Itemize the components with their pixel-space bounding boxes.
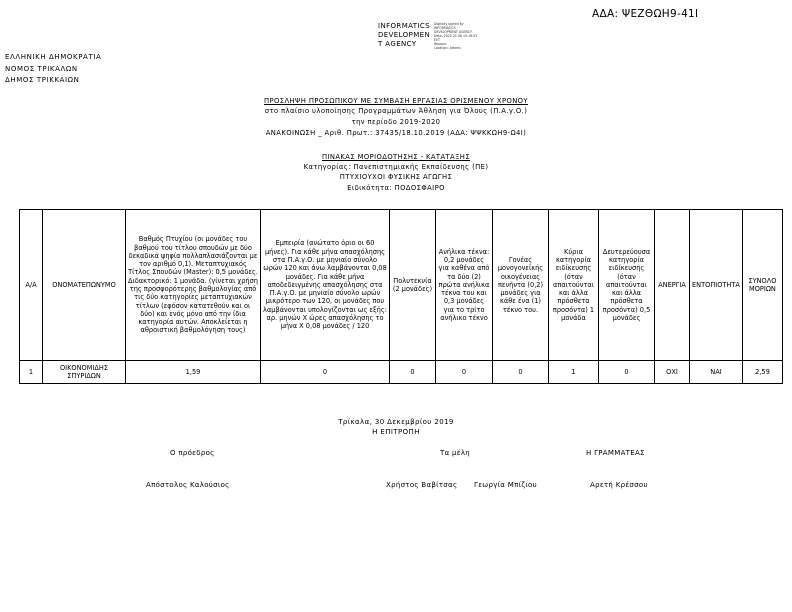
header-cell: Βαθμός Πτυχίου (οι μονάδες του βαθμού του τίτλου σπουδών με δύο δεκαδικά ψηφία πολλαπλασιάζονται με τον αριθμό 0,1). Μεταπτυχιακός Τίτλος Σπουδών (Master): 0,5 μονάδες. Διδακτορικό: 1 μονάδα. (γίνεται χρήση της προσφορότερης βαθμολογίας από τις δύο κατηγορίες μεταπτυχιακών τίτλων (εφόσον κατατεθούν και οι δύο) και ενός μόνο από την ίδια κατηγορία αυτών. Αποκλείεται η αθροιστική βαθμολόγηση τους) — [126, 210, 261, 361]
place-date-block — [0, 418, 792, 437]
table-header-row — [20, 210, 783, 361]
members-label: Τα μέλη — [440, 449, 471, 457]
table-cell: 0 — [599, 361, 655, 384]
specialty-line: ΠΤΥΧΙΟΥΧΟΙ ΦΥΣΙΚΗΣ ΑΓΩΓΗΣ — [339, 173, 453, 181]
table-cell: ΝΑΙ — [690, 361, 743, 384]
table-cell: 0 — [261, 361, 390, 384]
announcement-period: την περίοδο 2019-2020 — [351, 118, 441, 126]
issuer-header — [5, 52, 101, 87]
header-cell: ΑΝΕΡΓΙΑ — [655, 210, 690, 361]
issuer-line: ΕΛΛΗΝΙΚΗ ΔΗΜΟΚΡΑΤΙΑ — [5, 53, 102, 61]
ada-code: ΑΔΑ: ΨΕΖΘΩΗ9-41Ι — [592, 8, 699, 20]
ranking-table — [19, 209, 783, 384]
header-cell: Ανήλικα τέκνα: 0,2 μονάδες για καθένα από τα δύο (2) πρώτα ανήλικα τέκνα του και 0,3 μονάδες για το τρίτο ανήλικο τέκνο — [436, 210, 493, 361]
table-cell: ΟΙΚΟΝΟΜΙΔΗΣ ΣΠΥΡΙΔΩΝ — [43, 361, 126, 384]
committee-label: Η ΕΠΙΤΡΟΠΗ — [372, 427, 420, 436]
stamp-details: Digitally signed by INFORMATICS DEVELOPMENT AGENCY Date: 2020.01.08 15:18:52 EET Reason: Location: Athens — [434, 22, 478, 50]
header-cell: Εμπειρία (ανώτατο όριο οι 60 μήνες). Για κάθε μήνα απασχόλησης στα Π.Α.γ.Ο. με μηνιαίο σύνολο ωρών 120 και άνω λαμβάνονται 0,08 μονάδες. Για κάθε μήνα αποδεδειγμένης απασχόλησης στα Π.Α.γ.Ο. με μηνιαίο σύνολο ωρών μικρότερο των 120, οι μονάδες που λαμβάνονται υπολογίζονται ως εξής: αρ. μηνών Χ ώρες απασχόλησης το μήνα Χ 0,08 μονάδες / 120 — [261, 210, 390, 361]
digital-signature-stamp — [378, 22, 486, 49]
secretary-label: Η ΓΡΑΜΜΑΤΕΑΣ — [586, 449, 645, 457]
table-cell: 0 — [436, 361, 493, 384]
header-cell: ΕΝΤΟΠΙΟΤΗΤΑ — [690, 210, 743, 361]
table-cell: 1 — [549, 361, 599, 384]
table-cell: 1,59 — [126, 361, 261, 384]
table-heading: ΠΙΝΑΚΑΣ ΜΟΡΙΟΔΟΤΗΣΗΣ - ΚΑΤΑΤΑΞΗΣ — [321, 153, 471, 161]
announcement-reference: ΑΝΑΚΟΙΝΩΣΗ _ Αριθ. Πρωτ.: 37435/18.10.2019 (ΑΔΑ: ΨΨΚΚΩΗ9-Ω4Ι) — [265, 129, 527, 137]
header-cell: Πολυτεκνία (2 μονάδες) — [390, 210, 436, 361]
announcement-title: ΠΡΟΣΛΗΨΗ ΠΡΟΣΩΠΙΚΟΥ ΜΕ ΣΥΜΒΑΣΗ ΕΡΓΑΣΙΑΣ ΟΡΙΣΜΕΝΟΥ ΧΡΟΝΟΥ — [263, 97, 528, 105]
header-cell: ΟΝΟΜΑΤΕΠΩΝΥΜΟ — [43, 210, 126, 361]
issuer-line: ΝΟΜΟΣ ΤΡΙΚΑΛΩΝ — [5, 64, 78, 73]
place-date: Τρίκαλα, 30 Δεκεμβρίου 2019 — [338, 418, 454, 426]
header-cell: Δευτερεύουσα κατηγορία ειδίκευσης (όταν απαιτούνται και άλλα πρόσθετα προσόντα) 0,5 μονάδες — [599, 210, 655, 361]
header-cell: ΣΥΝΟΛΟ ΜΟΡΙΩΝ — [742, 210, 782, 361]
stamp-title-line: DEVELOPMEN — [378, 31, 431, 39]
table-cell: 0 — [390, 361, 436, 384]
stamp-title-line: INFORMATICS — [378, 22, 431, 30]
table-cell: 0 — [493, 361, 549, 384]
member-name: Γεωργία Μπίζιου — [474, 481, 537, 489]
sub-specialty-line: Ειδικότητα: ΠΟΔΟΣΦΑΙΡΟ — [347, 184, 445, 192]
header-cell: Α/Α — [20, 210, 43, 361]
table-row — [20, 361, 783, 384]
member-name: Χρήστος Βαβίτσας — [386, 481, 458, 489]
president-name: Απόστολος Καλούσιος — [146, 481, 230, 489]
secretary-name: Αρετή Κρέσσου — [590, 481, 648, 489]
announcement-subtitle: στο πλαίσιο υλοποίησης Προγραμμάτων Άθληση για Όλους (Π.Α.γ.Ο.) — [264, 107, 528, 115]
table-cell: 1 — [20, 361, 43, 384]
header-cell: Κύρια κατηγορία ειδίκευσης (όταν απαιτούνται και άλλα πρόσθετα προσόντα) 1 μονάδα — [549, 210, 599, 361]
header-cell: Γονέας μονογονεϊκής οικογένειας πενήντα (0,2) μονάδες για κάθε ένα (1) τέκνο του. — [493, 210, 549, 361]
stamp-title-line: T AGENCY — [378, 40, 417, 48]
table-cell: 2,59 — [742, 361, 782, 384]
issuer-line: ΔΗΜΟΣ ΤΡΙΚΚΑΙΩΝ — [5, 76, 80, 84]
table-cell: ΟΧΙ — [655, 361, 690, 384]
category-line: Κατηγορίας: Πανεπιστημιακής Εκπαίδευσης (ΠΕ) — [303, 163, 489, 171]
president-label: Ο πρόεδρος — [170, 449, 215, 457]
